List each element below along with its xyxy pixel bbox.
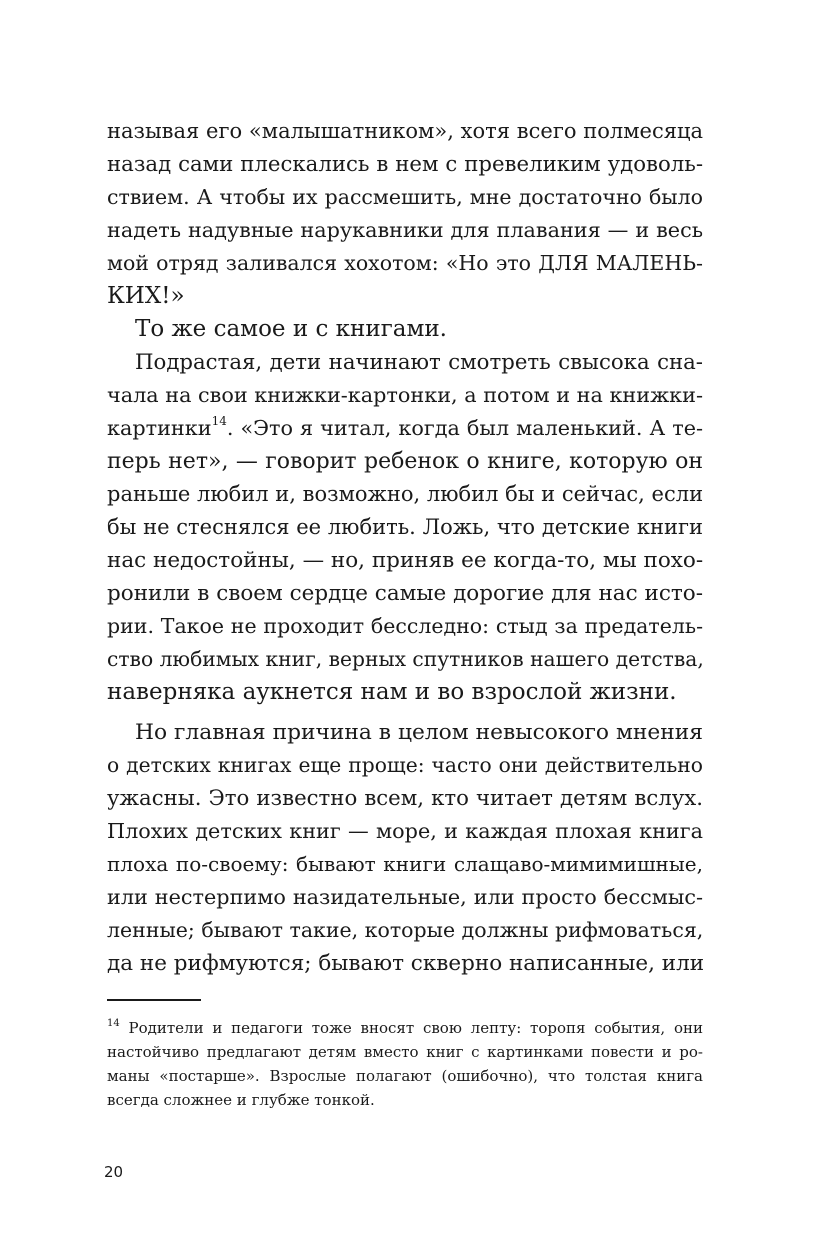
text-line: ствием. А чтобы их рассмешить, мне достаточно было (107, 185, 703, 209)
text-line: чала на свои книжки-картонки, а потом и на книжки- (107, 383, 703, 407)
text-line: КИХ!» (107, 283, 185, 309)
text-line: Плохих детских книг — море, и каждая плохая книга (107, 819, 703, 843)
text-line: назад сами плескались в нем с превеликим удоволь- (107, 152, 703, 177)
text-line: бы не стеснялся ее любить. Ложь, что детские книги (107, 515, 703, 539)
text-fragment: картинки (107, 416, 212, 440)
text-line: мой отряд заливался хохотом: «Но это ДЛЯ МАЛЕНЬ- (107, 251, 703, 275)
footnote-number: 14 (107, 1018, 120, 1029)
text-line: да не рифмуются; бывают скверно написанные, или (107, 951, 705, 976)
footnote-reference[interactable]: 14 (211, 414, 227, 429)
footnote-line: всегда сложнее и глубже тонкой. (107, 1091, 375, 1109)
footnote-line: настойчиво предлагают детям вместо книг с картинками повести и ро- (107, 1043, 703, 1061)
text-line: наверняка аукнется нам и во взрослой жизни. (107, 679, 677, 705)
text-line: рии. Такое не проходит бесследно: стыд за предатель- (107, 614, 703, 638)
text-line: ленные; бывают такие, которые должны рифмоваться, (107, 918, 704, 942)
text-fragment: Родители и педагоги тоже вносят свою лепту: торопя события, они (119, 1019, 703, 1037)
text-fragment: . «Это я читал, когда был маленький. А те- (226, 416, 703, 440)
text-line: плоха по-своему: бывают книги слащаво-мимимишные, (107, 852, 703, 876)
page-number: 20 (104, 1163, 124, 1181)
text-line: нас недостойны, — но, приняв ее когда-то, мы похо- (107, 548, 704, 573)
text-line: То же самое и с книгами. (135, 316, 447, 342)
text-line: ство любимых книг, верных спутников нашего детства, (107, 647, 704, 671)
text-line: или нестерпимо назидательные, или просто бессмыс- (107, 885, 703, 909)
text-line: раньше любил и, возможно, любил бы и сейчас, если (107, 482, 704, 506)
footnote-divider (107, 999, 201, 1001)
text-line: надеть надувные нарукавники для плавания — и весь (107, 218, 703, 242)
text-line: ронили в своем сердце самые дорогие для нас исто- (107, 581, 703, 606)
text-line: называя его «малышатником», хотя всего полмесяца (107, 119, 703, 143)
text-line: перь нет», — говорит ребенок о книге, которую он (107, 449, 703, 474)
text-line: Подрастая, дети начинают смотреть свысока сна- (135, 350, 703, 375)
text-line (107, 412, 703, 445)
footnote-line: маны «постарше». Взрослые полагают (ошибочно), что толстая книга (107, 1067, 703, 1085)
text-line: Но главная причина в целом невысокого мнения (135, 720, 703, 745)
footnote-line (107, 1016, 703, 1040)
text-line: о детских книгах еще проще: часто они действительно (107, 753, 703, 777)
text-line: ужасны. Это известно всем, кто читает детям вслух. (107, 786, 703, 811)
